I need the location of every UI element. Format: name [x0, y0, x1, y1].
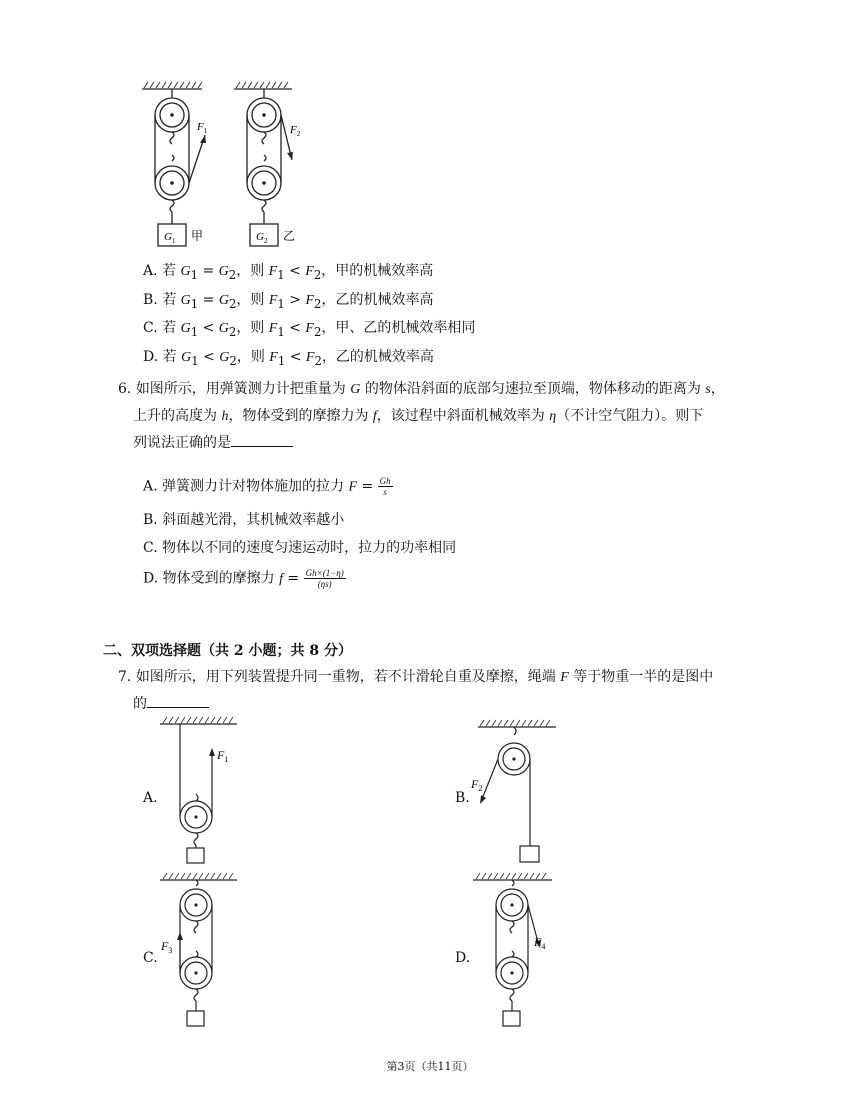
- q5-fig-jia: 甲: [191, 229, 204, 243]
- q6-answer-blank[interactable]: [231, 432, 293, 447]
- q7-answer-blank[interactable]: [147, 693, 209, 708]
- q7-option-b-label[interactable]: B.: [455, 790, 470, 806]
- page-footer: 第3页（共11页）: [386, 1060, 474, 1073]
- q6-option-b[interactable]: B. 斜面越光滑，其机械效率越小: [143, 512, 345, 528]
- svg-text:F3: $F_3$: [161, 939, 173, 955]
- q7-option-c-label[interactable]: C.: [143, 950, 158, 966]
- q6-option-d[interactable]: D. 物体受到的摩擦力 f = $\frac{Gh\times(1-\eta)}{(\eta s)}$: [143, 568, 344, 589]
- q7-stem: 7. 如图所示，用下列装置提升同一重物，若不计滑轮自重及摩擦，绳端 F 等于物重一半的是图中 的: [118, 669, 714, 712]
- svg-text:F1: $F_1$: [217, 748, 229, 764]
- q5-option-a[interactable]: A. 若 $G_1 = G_2$，则 $F_1 < F_2$，甲的机械效率高: [143, 263, 434, 282]
- q7-figure-d: [468, 870, 578, 1035]
- q7-figure-a: [155, 714, 250, 869]
- q6-option-c[interactable]: C. 物体以不同的速度匀速运动时，拉力的功率相同: [143, 540, 457, 556]
- q7-option-a-label[interactable]: A.: [143, 790, 158, 806]
- q5-option-c[interactable]: C. 若 $G_1 < G_2$，则 $F_1 < F_2$，甲、乙的机械效率相同: [143, 320, 476, 339]
- q6-option-a[interactable]: A. 弹簧测力计对物体施加的拉力 F = $\frac{Gh}{s}$: [143, 476, 391, 497]
- q7-option-d-label[interactable]: D.: [455, 950, 471, 966]
- svg-text:F2: $F_2$: [471, 777, 483, 793]
- q5-option-b[interactable]: B. 若 $G_1 = G_2$，则 $F_1 > F_2$，乙的机械效率高: [143, 292, 434, 311]
- q5-fig-f1: $F_1$: [197, 121, 208, 135]
- q5-fig-g2: $G_2$: [256, 231, 268, 245]
- q5-fig-g1: $G_1$: [164, 231, 176, 245]
- svg-text:F4: $F_4$: [534, 935, 546, 951]
- q7-figure-c: [155, 870, 250, 1035]
- q5-option-d[interactable]: D. 若 $G_1 < G_2$，则 $F_1 < F_2$，乙的机械效率高: [143, 349, 434, 368]
- q5-fig-yi: 乙: [283, 229, 296, 243]
- q6-stem: 6. 如图所示，用弹簧测力计把重量为 G 的物体沿斜面的底部匀速拉至顶端，物体移动的距离为 s， 上升的高度为 h，物体受到的摩擦力为 f，该过程中斜面机械效率为 η（不计空气阻力）。则下 列说法正确的是: [118, 381, 725, 451]
- q5-fig-f2: $F_2$: [290, 124, 301, 138]
- section-2-title: 二、双项选择题（共 2 小题；共 8 分）: [103, 643, 352, 659]
- q5-pulley-figure: [130, 80, 320, 255]
- q7-figure-b: [468, 714, 568, 869]
